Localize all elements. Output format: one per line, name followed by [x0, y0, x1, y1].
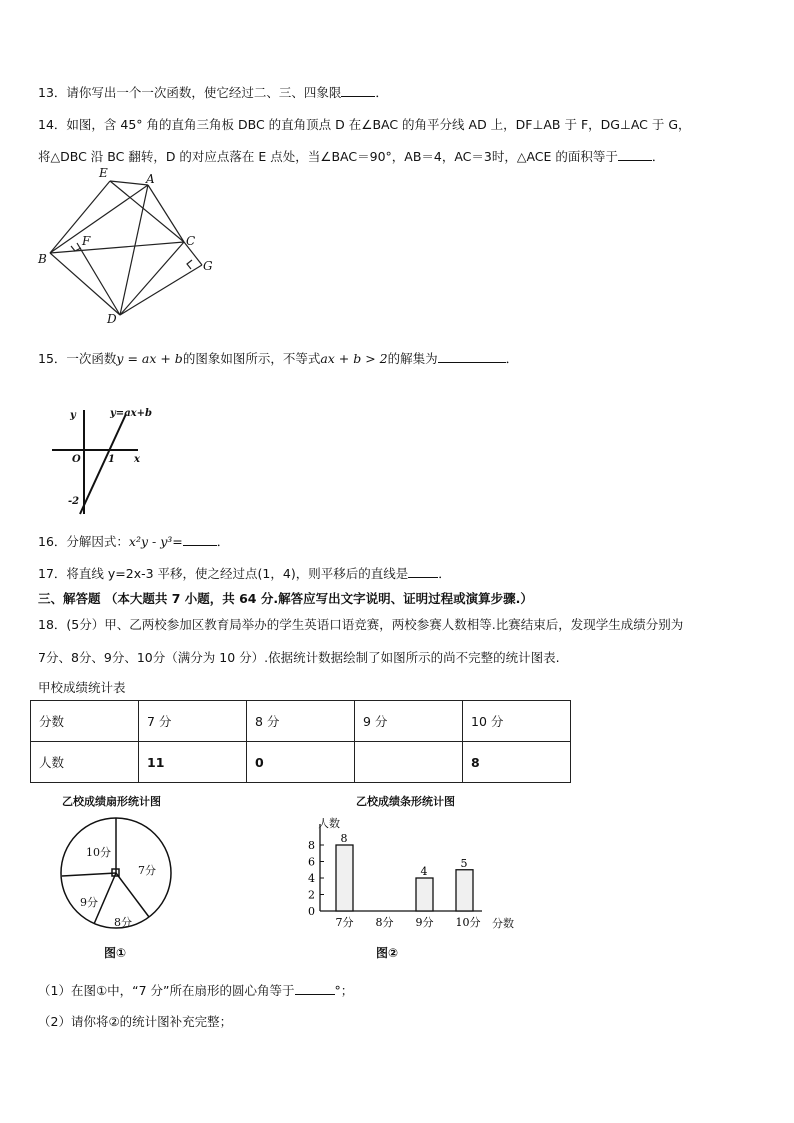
bar-value-label: 5: [460, 856, 468, 870]
x-tick-label: 10分: [455, 916, 481, 929]
graph-y-tick-neg2: -2: [68, 496, 80, 507]
seg-AD: [120, 185, 148, 315]
line-y-ax-b: [80, 414, 126, 514]
y-tick-label: 4: [308, 872, 315, 885]
question-16: [38, 532, 229, 550]
score-table: [30, 700, 571, 783]
q18-line1: 18．(5分）甲、乙两校参加区教育局举办的学生英语口语竞赛，两校参赛人数相等.比赛结束后，发现学生成绩分别为: [38, 617, 684, 632]
bar-value-label: 8: [340, 832, 348, 845]
q18-sub1-blank: [295, 982, 335, 995]
bar: [416, 878, 433, 911]
label-E: E: [99, 166, 108, 180]
label-C: C: [186, 234, 196, 248]
table-row: [31, 742, 571, 783]
seg-FD: [77, 243, 120, 315]
q18-line2: 7分、8分、9分、10分（满分为 10 分）.依据统计数据绘制了如图所示的尚不完整的统计图表.: [38, 650, 560, 665]
q13-text: 13．请你写出一个一次函数，使它经过二、三、四象限: [38, 85, 342, 100]
table-cell: 10 分: [463, 701, 571, 742]
q15-end: ．: [505, 351, 519, 366]
seg-BC: [50, 242, 184, 253]
q18-sub1: [38, 981, 353, 999]
x-tick-label: 8分: [375, 916, 394, 929]
q16-text: 16．分解因式：: [38, 534, 129, 549]
q13-end: ．: [375, 85, 388, 100]
graph-y-label: y: [70, 410, 76, 421]
y-tick-label: 8: [308, 839, 315, 852]
q16-answer-blank: [183, 533, 217, 546]
right-angle-G: [187, 260, 192, 269]
graph-x-label: x: [134, 454, 140, 465]
label-B: B: [38, 252, 47, 266]
q14-line1: 14．如图，含 45° 角的直角三角板 DBC 的直角顶点 D 在∠BAC 的角平分线 AD 上，DF⊥AB 于 F，DG⊥AC 于 G，: [38, 117, 691, 132]
label-D: D: [107, 312, 117, 326]
pie-chart: [58, 814, 178, 934]
y-tick-label: 2: [308, 888, 315, 902]
seg-AC: [148, 185, 184, 242]
y-tick-label: 6: [308, 855, 315, 869]
q15-tail: 的解集为: [387, 351, 438, 366]
graph-line-label: y=ax+b: [110, 408, 153, 419]
q15-expr1: y = ax + b: [116, 351, 183, 366]
table-cell: 9 分: [355, 701, 463, 742]
pie-divider: [116, 873, 149, 917]
q15-text: 15．一次函数: [38, 351, 117, 366]
section-3-heading: 三、解答题 （本大题共 7 小题，共 64 分.解答应写出文字说明、证明过程或演算步骤.）: [38, 591, 533, 606]
pie-caption: 图①: [104, 946, 127, 960]
q16-expr: x²y - y³=: [128, 534, 183, 549]
table-cell: 8: [463, 742, 571, 783]
bar-chart: [296, 812, 526, 932]
q18-sub1-text: （1）在图①中，“7 分”所在扇形的圆心角等于: [38, 983, 295, 998]
seg-GD: [120, 265, 202, 315]
label-A: A: [146, 172, 155, 186]
pie-divider: [62, 873, 116, 876]
q14-end: ．: [651, 149, 665, 164]
label-F: F: [82, 234, 91, 248]
q17-text: 17．将直线 y=2x-3 平移，使之经过点(1，4)，则平移后的直线是: [38, 566, 409, 581]
graph-x-tick-1: 1: [108, 454, 115, 465]
q18-sub1-end: °；: [334, 983, 354, 998]
question-13: [38, 83, 388, 101]
table-cell: 8 分: [247, 701, 355, 742]
q14-answer-blank: [618, 148, 652, 161]
q17-end: ．: [438, 566, 451, 581]
q15-expr2: ax + b > 2: [320, 351, 388, 366]
q14-line2-text: 将△DBC 沿 BC 翻转，D 的对应点落在 E 点处，当∠BAC＝90°，AB＝4，AC＝3时，△ACE 的面积等于: [38, 149, 618, 164]
bar-y-axis-label: 人数: [318, 817, 340, 830]
bar-x-axis-label: 分数: [492, 917, 514, 930]
table-cell: [355, 742, 463, 783]
q13-answer-blank: [341, 84, 375, 97]
q14-geometry-figure: [30, 165, 230, 330]
q17-answer-blank: [408, 565, 438, 578]
q15-mid: 的图象如图所示，不等式: [182, 351, 321, 366]
x-tick-label: 9分: [415, 916, 434, 929]
table-cell: 分数: [31, 701, 139, 742]
x-tick-label: 7分: [335, 916, 354, 929]
bar-caption: 图②: [376, 946, 399, 960]
seg-AB: [50, 185, 148, 253]
bar: [456, 870, 473, 911]
seg-CD: [120, 242, 184, 315]
pie-label-10: 10分: [86, 846, 111, 859]
table-cell: 11: [139, 742, 247, 783]
seg-BD: [50, 253, 120, 315]
pie-label-8: 8分: [114, 916, 132, 929]
graph-origin: O: [72, 454, 81, 465]
bar: [336, 845, 353, 911]
table-cell: 7 分: [139, 701, 247, 742]
pie-label-9: 9分: [80, 896, 98, 909]
q16-end: ．: [216, 534, 230, 549]
pie-label-7: 7分: [138, 864, 156, 877]
seg-EA: [110, 181, 148, 185]
table-cell: 0: [247, 742, 355, 783]
table-title: 甲校成绩统计表: [38, 680, 126, 695]
bar-title: 乙校成绩条形统计图: [356, 795, 455, 808]
table-header-row: [31, 701, 571, 742]
pie-title: 乙校成绩扇形统计图: [62, 795, 161, 808]
table-cell: 人数: [31, 742, 139, 783]
q14-line2: [38, 147, 664, 165]
question-15: [38, 349, 518, 367]
y-tick-label: 0: [308, 905, 315, 918]
q18-sub2: （2）请你将②的统计图补充完整；: [38, 1014, 233, 1029]
q15-answer-blank: [438, 350, 506, 363]
label-G: G: [203, 259, 213, 273]
q15-graph: [50, 404, 160, 516]
question-17: [38, 564, 451, 582]
bar-value-label: 4: [420, 865, 428, 878]
